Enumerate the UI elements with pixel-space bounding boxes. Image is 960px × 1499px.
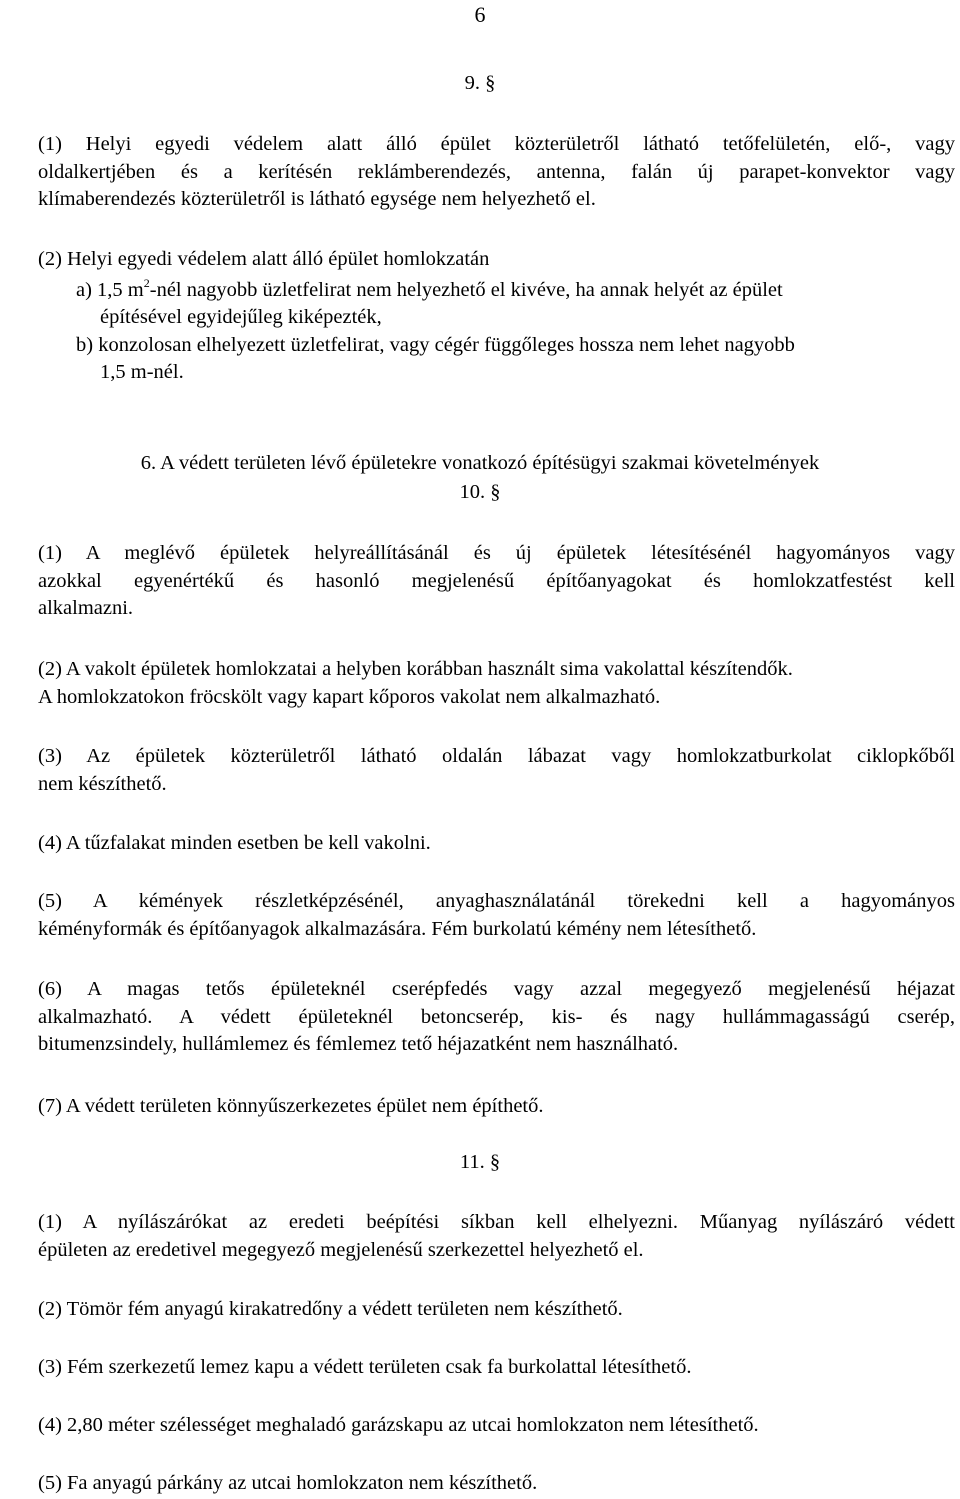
- text-line: (3) Az épületek közterületről látható oldalán lábazat vagy homlokzatburkolat ciklopkőből: [38, 745, 955, 767]
- list-item-a-pre: a) 1,5 m: [76, 278, 144, 301]
- paragraph-11-4: [38, 1412, 955, 1440]
- paragraph-10-3: [38, 743, 955, 798]
- text-line: klímaberendezés közterületről is látható egysége nem helyezhető el.: [38, 188, 596, 210]
- list-item-a: [38, 277, 955, 305]
- superscript: 2: [143, 275, 150, 290]
- text-line: (7) A védett területen könnyűszerkezetes épület nem építhető.: [38, 1095, 544, 1117]
- text-line: (1) A meglévő épületek helyreállításánál és új épületek létesítésénél hagyományos vagy: [38, 542, 955, 564]
- text-line: nem készíthető.: [38, 772, 167, 795]
- text-line: (4) 2,80 méter szélességet meghaladó garázskapu az utcai homlokzaton nem létesíthető.: [38, 1414, 759, 1436]
- paragraph-11-1: [38, 1209, 955, 1264]
- text-line: (2) A vakolt épületek homlokzatai a helyben korábban használt sima vakolattal készítendők.: [38, 658, 793, 680]
- paragraph-9-1: [38, 131, 955, 214]
- paragraph-10-5: [38, 888, 955, 943]
- text-line: 1,5 m-nél.: [100, 361, 184, 383]
- paragraph-10-1: [38, 540, 955, 623]
- text-line: A homlokzatokon fröcskölt vagy kapart kőporos vakolat nem alkalmazható.: [38, 685, 661, 708]
- text-line: (5) A kémények részletképzésénél, anyaghasználatánál törekedni kell a hagyományos: [38, 890, 955, 912]
- section-heading-11: 11. §: [459, 1151, 501, 1173]
- paragraph-9-2: [38, 246, 955, 387]
- text-line: alkalmazni.: [38, 597, 134, 619]
- text-line: (4) A tűzfalakat minden esetben be kell vakolni.: [38, 832, 431, 854]
- paragraph-10-6: [38, 976, 955, 1059]
- text-line: (1) A nyílászárókat az eredeti beépítési síkban kell elhelyezni. Műanyag nyílászáró védett: [38, 1211, 955, 1233]
- text-line: bitumenzsindely, hullámlemez és fémlemez tető héjazatként nem használható.: [38, 1033, 679, 1055]
- text-line: (2) Tömör fém anyagú kirakatredőny a védett területen nem készíthető.: [38, 1298, 623, 1320]
- paragraph-10-4: [38, 830, 955, 858]
- text-line: épületen az eredetivel megegyező megjelenésű szerkezettel helyezhető el.: [38, 1238, 644, 1261]
- section-heading-9: 9. §: [464, 72, 496, 94]
- text-line: (1) Helyi egyedi védelem alatt álló épület közterületről látható tetőfelületén, elő-, vagy: [38, 133, 955, 155]
- text-line: azokkal egyenértékű és hasonló megjelenésű építőanyagokat és homlokzatfestést kell: [38, 569, 955, 592]
- text-line: (5) Fa anyagú párkány az utcai homlokzaton nem készíthető.: [38, 1472, 538, 1494]
- paragraph-11-2: [38, 1296, 955, 1324]
- paragraph-10-7: [38, 1093, 955, 1121]
- text-line: kéményformák és építőanyagok alkalmazására. Fém burkolatú kémény nem létesíthető.: [38, 917, 757, 940]
- text-line: (6) A magas tetős épületeknél cserépfedés vagy azzal megegyező megjelenésű héjazat: [38, 978, 955, 1000]
- paragraph-11-5: [38, 1470, 955, 1498]
- paragraph-11-3: [38, 1354, 955, 1382]
- paragraph-10-2: [38, 656, 955, 711]
- section-heading-10: 10. §: [459, 481, 501, 503]
- chapter-title: 6. A védett területen lévő épületekre vonatkozó építésügyi szakmai követelmények: [140, 452, 820, 474]
- list-item-b: b) konzolosan elhelyezett üzletfelirat, vagy cégér függőleges hossza nem lehet nagyobb: [76, 333, 795, 356]
- text-line: (2) Helyi egyedi védelem alatt álló épület homlokzatán: [38, 248, 490, 270]
- list-item-a-post: -nél nagyobb üzletfelirat nem helyezhető el kivéve, ha annak helyét az épület: [149, 278, 783, 301]
- text-line: oldalkertjében és a kerítésén reklámberendezés, antenna, falán új parapet-konvektor vagy: [38, 160, 955, 183]
- text-line: (3) Fém szerkezetű lemez kapu a védett területen csak fa burkolattal létesíthető.: [38, 1356, 692, 1378]
- text-line: építésével egyidejűleg kiképezték,: [100, 306, 382, 328]
- page-number: 6: [474, 2, 486, 27]
- text-line: alkalmazható. A védett épületeknél betoncserép, kis- és nagy hullámmagasságú cserép,: [38, 1005, 955, 1028]
